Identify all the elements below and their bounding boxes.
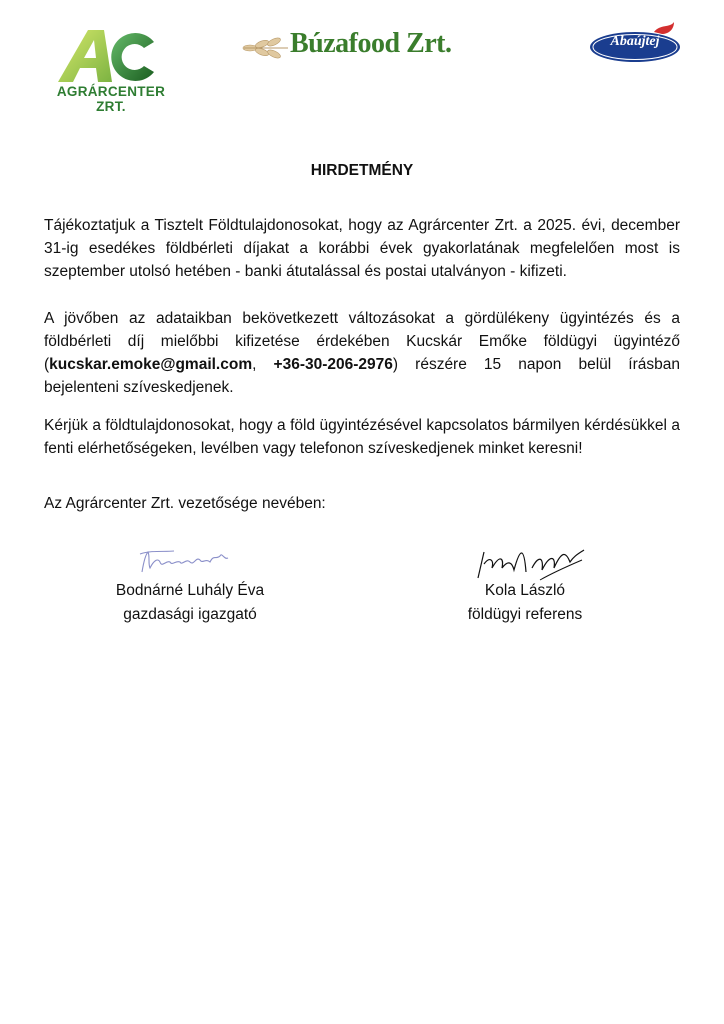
agrarcenter-logo-text <box>46 84 176 114</box>
contact-email: kucskar.emoke@gmail.com <box>49 356 253 373</box>
abaujtej-logo-text: Abaújtej <box>610 34 660 49</box>
paragraph-data-change <box>44 307 680 399</box>
agrarcenter-suffix: ZRT. <box>96 99 126 114</box>
signature-bodnarne-icon <box>138 546 238 578</box>
agrarcenter-name: AGRÁRCENTER <box>56 84 166 99</box>
closing-line: Az Agrárcenter Zrt. vezetősége nevében: <box>44 495 326 512</box>
signatory-left <box>100 579 280 627</box>
buzafood-logo-text: Búzafood Zrt. <box>290 28 452 59</box>
signatory-left-role: gazdasági igazgató <box>123 606 257 623</box>
signatory-right <box>450 579 600 627</box>
paragraph-data-change-text: A jövőben az adataikban bekövetkezett változásokat a gördülékeny ügyintézés és a földbérleti díj mielőbbi kifizetése érdekében Kucskár Emőke földügyi ügyintéző ( <box>44 310 680 373</box>
paragraph-contact-request: Kérjük a földtulajdonosokat, hogy a föld ügyintézésével kapcsolatos bármilyen kérdésükkel a fenti elérhetőségeken, levélben vagy telefonon szíveskedjenek minket keresni! <box>44 417 680 457</box>
abaujtej-logo <box>588 22 682 64</box>
contact-phone: +36-30-206-2976 <box>273 356 393 373</box>
contact-separator: , <box>252 356 274 373</box>
document-title: HIRDETMÉNY <box>310 162 414 179</box>
buzafood-logo <box>242 26 487 66</box>
signatory-left-name: Bodnárné Luhály Éva <box>115 582 265 599</box>
agrarcenter-monogram-icon <box>46 26 176 86</box>
agrarcenter-logo <box>46 26 176 116</box>
paragraph-data-change-end: ) részére 15 napon belül írásban bejelenteni szíveskedjenek. <box>44 356 680 396</box>
paragraph-payment-notice: Tájékoztatjuk a Tisztelt Földtulajdonosokat, hogy az Agrárcenter Zrt. a 2025. évi, december 31-ig esedékes földbérleti díjakat a korábbi évek gyakorlatának megfelelően most is szeptember utolsó hetében - banki átutalással és postai utalványon - kifizeti. <box>44 217 680 280</box>
wheat-icon <box>242 30 290 66</box>
signatory-right-name: Kola László <box>484 582 566 599</box>
signature-kola-icon <box>470 542 590 584</box>
signatory-right-role: földügyi referens <box>467 606 583 623</box>
